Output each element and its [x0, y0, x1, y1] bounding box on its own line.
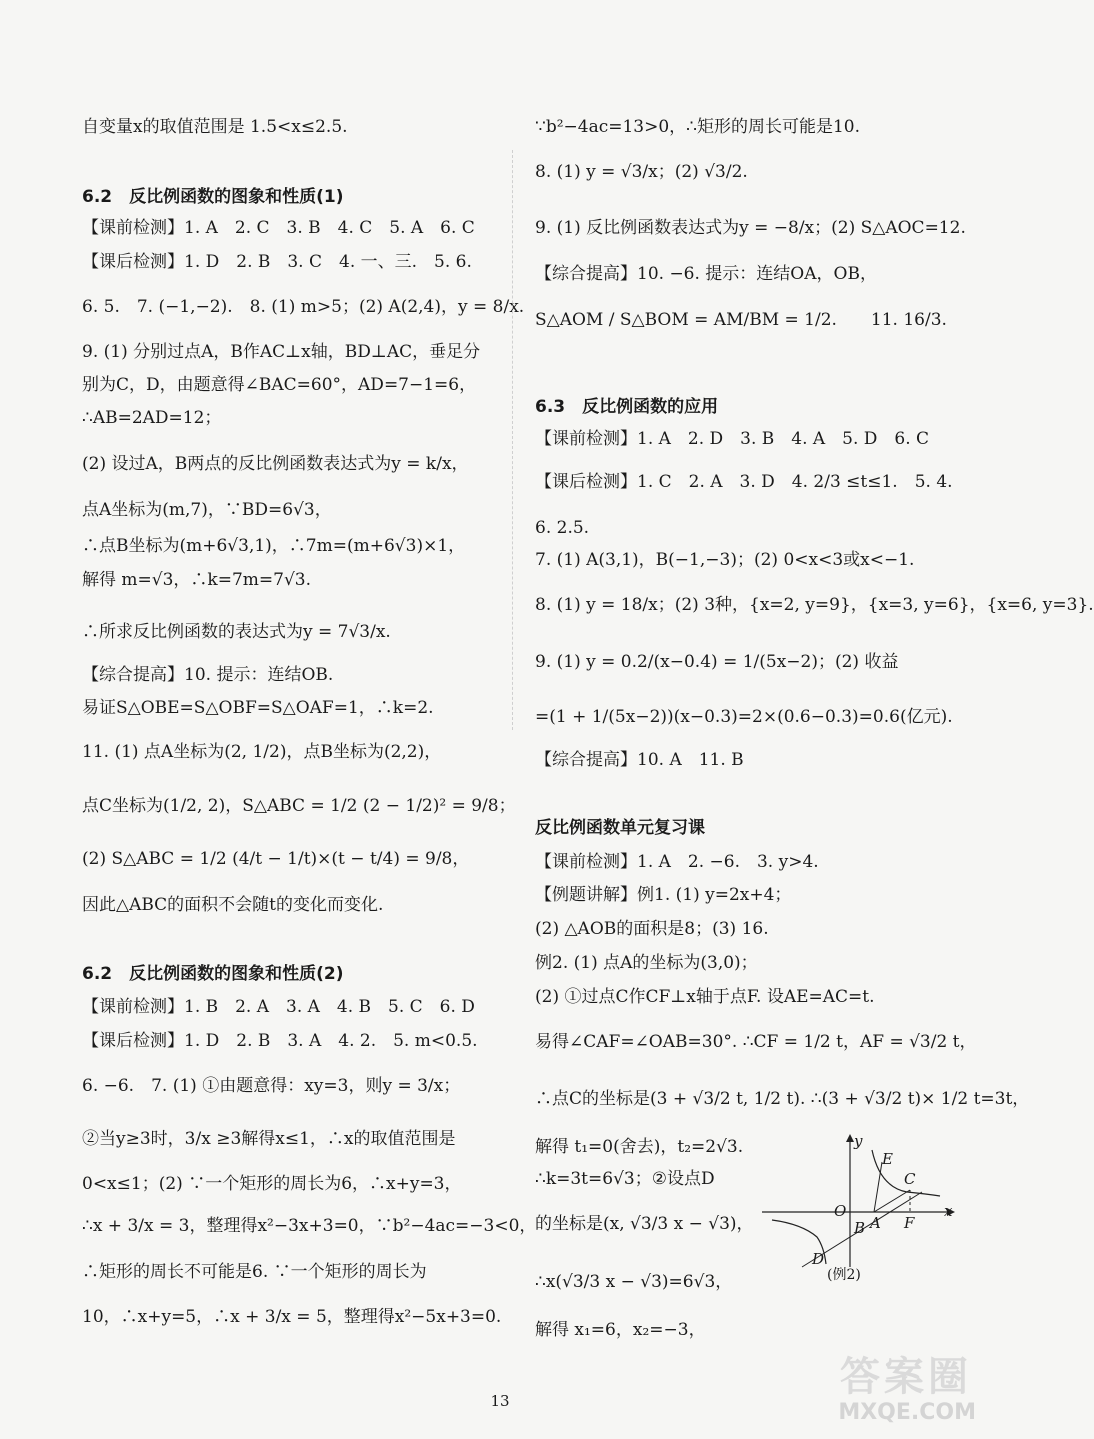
text-line: 因此△ABC的面积不会随t的变化而变化.	[82, 895, 384, 915]
text-line: 点C坐标为(1/2, 2)，S△ABC = 1/2 (2 − 1/2)² = 9/8；	[82, 796, 516, 816]
label-x: x	[944, 1202, 953, 1220]
text-line: ②当y≥3时，3/x ≥3解得x≤1，∴x的取值范围是	[82, 1129, 456, 1149]
text-line: 易得∠CAF=∠OAB=30°. ∴CF = 1/2 t，AF = √3/2 t，	[535, 1032, 977, 1052]
text-line: ∴x(√3/3 x − √3)=6√3，	[535, 1272, 733, 1292]
text-line: 9. (1) 分别过点A，B作AC⊥x轴，BD⊥AC，垂足分	[82, 342, 481, 362]
watermark-logo-text: 答案圈	[840, 1354, 972, 1400]
text-line: =(1 + 1/(5x−2))(x−0.3)=2×(0.6−0.3)=0.6(亿元).	[535, 707, 953, 727]
watermark-url: MXQE.COM	[838, 1400, 976, 1425]
label-y: y	[854, 1132, 863, 1150]
column-divider	[512, 150, 513, 730]
label-c: C	[904, 1170, 916, 1188]
text-line: 易证S△OBE=S△OBF=S△OAF=1，∴k=2.	[82, 698, 434, 718]
answer-line: 【课前检测】1. B 2. A 3. A 4. B 5. C 6. D	[82, 997, 475, 1017]
text-line: 9. (1) 反比例函数表达式为y = −8/x；(2) S△AOC=12.	[535, 218, 966, 238]
answer-line: 【课后检测】1. C 2. A 3. D 4. 2/3 ≤t≤1. 5. 4.	[535, 472, 953, 492]
text-line: ∴AB=2AD=12；	[82, 408, 222, 428]
text-line: ∴点C的坐标是(3 + √3/2 t, 1/2 t). ∴(3 + √3/2 t)× 1/2 t=3t，	[535, 1089, 1030, 1109]
text-line: 例2. (1) 点A的坐标为(3,0)；	[535, 953, 758, 973]
text-line: 7. (1) A(3,1)，B(−1,−3)；(2) 0<x<3或x<−1.	[535, 550, 915, 570]
label-d: D	[812, 1250, 825, 1268]
section-heading: 6.3 反比例函数的应用	[535, 397, 719, 417]
section-heading: 6.2 反比例函数的图象和性质(1)	[82, 187, 344, 207]
text-line: 【综合提高】10. −6. 提示：连结OA，OB，	[535, 264, 877, 284]
text-line: ∴k=3t=6√3；②设点D	[535, 1169, 715, 1189]
text-line: 解得 m=√3，∴k=7m=7√3.	[82, 570, 312, 590]
segment-ac	[874, 1190, 910, 1212]
answer-line: 【课前检测】1. A 2. C 3. B 4. C 5. A 6. C	[82, 218, 475, 238]
label-f: F	[904, 1214, 915, 1232]
text-line: 10，∴x+y=5，∴x + 3/x = 5，整理得x²−5x+3=0.	[82, 1307, 502, 1327]
text-line: 11. (1) 点A坐标为(2, 1/2)，点B坐标为(2,2)，	[82, 742, 442, 762]
text-line: ∵b²−4ac=13>0，∴矩形的周长可能是10.	[535, 117, 861, 137]
text-line: 6. 2.5.	[535, 518, 590, 538]
text-line: 0<x≤1；(2) ∵一个矩形的周长为6，∴x+y=3，	[82, 1174, 462, 1194]
text-line: ∴x + 3/x = 3，整理得x²−3x+3=0，∵b²−4ac=−3<0，	[82, 1216, 537, 1236]
text-line: 解得 x₁=6，x₂=−3，	[535, 1320, 706, 1340]
text-line: 【综合提高】10. 提示：连结OB.	[82, 665, 334, 685]
text-line: 的坐标是(x, √3/3 x − √3)，	[535, 1214, 754, 1234]
section-heading: 反比例函数单元复习课	[535, 818, 705, 838]
answer-line: 【课后检测】1. D 2. B 3. C 4. 一、三. 5. 6.	[82, 252, 472, 272]
text-line: ∴点B坐标为(m+6√3,1)，∴7m=(m+6√3)×1，	[82, 536, 466, 556]
section-heading: 6.2 反比例函数的图象和性质(2)	[82, 964, 344, 984]
text-line: ∴矩形的周长不可能是6. ∵一个矩形的周长为	[82, 1262, 427, 1282]
example-2-figure	[762, 1132, 962, 1292]
text-line: 6. −6. 7. (1) ①由题意得：xy=3，则y = 3/x；	[82, 1076, 461, 1096]
text-line: (2) △AOB的面积是8；(3) 16.	[535, 919, 769, 939]
text-line: (2) ①过点C作CF⊥x轴于点F. 设AE=AC=t.	[535, 987, 875, 1007]
text-line: 自变量x的取值范围是 1.5<x≤2.5.	[82, 117, 348, 137]
y-axis-arrow-icon	[846, 1134, 854, 1142]
text-line: 【例题讲解】例1. (1) y=2x+4；	[535, 885, 792, 905]
answer-line: 【课前检测】1. A 2. −6. 3. y>4.	[535, 852, 819, 872]
text-line: 8. (1) y = 18/x；(2) 3种，{x=2, y=9}，{x=3, y=6}，{x=6, y=3}.	[535, 595, 1094, 615]
watermark	[780, 1345, 980, 1425]
answer-line: 【课后检测】1. D 2. B 3. A 4. 2. 5. m<0.5.	[82, 1031, 478, 1051]
text-line: 点A坐标为(m,7)，∵BD=6√3，	[82, 500, 332, 520]
text-line: 别为C，D，由题意得∠BAC=60°，AD=7−1=6，	[82, 375, 477, 395]
text-line: 【综合提高】10. A 11. B	[535, 750, 744, 770]
page-number: 13	[490, 1392, 510, 1410]
coordinate-graph	[762, 1132, 962, 1272]
label-b: B	[854, 1219, 866, 1237]
text-line: ∴所求反比例函数的表达式为y = 7√3/x.	[82, 622, 391, 642]
answer-line: 【课前检测】1. A 2. D 3. B 4. A 5. D 6. C	[535, 429, 930, 449]
label-e: E	[882, 1150, 893, 1168]
label-a: A	[870, 1214, 881, 1232]
answer-line: 6. 5. 7. (−1,−2). 8. (1) m>5；(2) A(2,4)，y = 8/x.	[82, 297, 525, 317]
figure-caption: (例2)	[827, 1267, 861, 1283]
text-line: (2) 设过A，B两点的反比例函数表达式为y = k/x，	[82, 454, 469, 474]
text-line: S△AOM / S△BOM = AM/BM = 1/2. 11. 16/3.	[535, 310, 947, 330]
text-line: 8. (1) y = √3/x；(2) √3/2.	[535, 162, 748, 182]
text-line: 9. (1) y = 0.2/(x−0.4) = 1/(5x−2)；(2) 收益	[535, 652, 899, 672]
text-line: (2) S△ABC = 1/2 (4/t − 1/t)×(t − t/4) = 9/8，	[82, 849, 470, 869]
label-o: O	[834, 1202, 847, 1220]
text-line: 解得 t₁=0(舍去)，t₂=2√3.	[535, 1137, 744, 1157]
